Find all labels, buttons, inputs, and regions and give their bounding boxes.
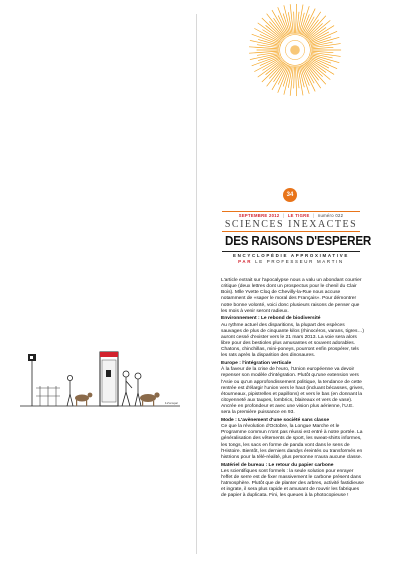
section-paragraph: À la faveur de la crise de l'euro, l'Union européenne va devoir repenser son modèle d'intégration. Plutôt qu'une extension vers l'Asie ou qu'un approfondissement politique, la tendance de cette rentrée est d'élargir l'union vers le haut (incluant bécasses, grives, étourneaux, pipistrelles et papillons) et vers le bas (en donnant la citoyenneté aux taupes, lombrics, blaireaux et vers de vase). Ancrée en profondeur et avec une vision plus aérienne, l'U.E. sera la première puissance en 93. (221, 367, 364, 416)
article-intro: L'article extrait sur l'apocalypse nous a valu un abondant courrier critique (deux lettres dont un prospectus pour le chenil du Clair Bois). Mlle Yvette Cloq de Chevilly-la-Rue nous accuse notamment de «saper le moral des Français». Pour démontrer notre bonne volonté, voici donc plusieurs raisons de penser que les mois à venir seront radieux. (221, 278, 362, 314)
section-heading: Matériel de bureau : Le retour du papier carbone (221, 462, 334, 468)
section-rubric: SCIENCES INEXACTES (222, 219, 360, 232)
article-subtitle: ENCYCLOPÉDIE APPROXIMATIVE (222, 251, 360, 258)
issue-meta: SEPTEMBRE 2012 | LE TIGRE | numéro 022 (222, 211, 360, 218)
column-divider (196, 14, 197, 554)
byline-author: LE PROFESSEUR MARTIN (255, 259, 344, 264)
street-scene-illustration (20, 340, 180, 412)
byline (222, 259, 360, 264)
sun-icon (247, 2, 343, 98)
section-paragraph: Ce que la révolution d'Octobre, la Longue Marche et le Programme commun n'ont pas réussi est entré à notre portée. La généralisation des vêtements de sport, les sweat-shirts informes, les tongs, les sacs en forme de panda vont dans le sens de l'Histoire. Bientôt, les derniers dandys éreintés ou transformés en histrions pour la télé-réalité, plus personne n'aura aucune classe. (221, 424, 363, 460)
section-heading: Europe : l'intégration verticale (221, 361, 292, 367)
sun-ray (278, 65, 289, 93)
article-title: DES RAISONS D'ESPERER (225, 233, 372, 248)
phone-booth (100, 352, 118, 406)
dogs (75, 392, 160, 406)
issue-number: numéro 022 (317, 213, 344, 218)
article-body (221, 278, 364, 501)
sun-ray (294, 12, 295, 34)
section-paragraph: Au rythme actuel des disparitions, la plupart des espèces sauvages de plus de cinquante kilos (rhinocéros, varans, tigres…) auront cessé d'exister vers le 21 mars 2013. La voie sera alors libre pour des bestioles plus amusantes et souvent adorables. Chatons, chinchillas, mini-poneys, pourront enfin prospérer, tels les rats après la disparition des dinosaures. (221, 322, 364, 359)
sun-ray (296, 4, 297, 34)
fence (36, 386, 60, 406)
sun-ray (290, 4, 293, 34)
sun-ray (290, 66, 293, 96)
section-heading: Mode : L'avènement d'une société sans classe (221, 417, 330, 423)
byline-prefix: PAR (238, 259, 253, 264)
sun-ray (294, 66, 295, 88)
issue-date: SEPTEMBRE 2012 (238, 213, 280, 218)
section-paragraph: Les scientifiques sont formels : la seule solution pour enrayer l'effet de serre est de fixer massivement le carbone présent dans l'atmosphère. Plutôt que de planter des arbres, activité fastidieuse et ingrate, il sera plus rapide et amusant de rouvrir les fabriques de papier à duplicata. Fini, les queues à la photocopieuse ! (221, 468, 364, 499)
page-number-badge (283, 188, 297, 202)
sun-ray (296, 66, 297, 96)
magazine-name: LE TIGRE (287, 213, 310, 218)
sun-ray (278, 7, 289, 35)
artist-signature: Lévesque (164, 401, 178, 405)
section-heading: Environnement : Le rebond de biodiversité (221, 316, 321, 322)
page-number: 34 (286, 192, 294, 198)
